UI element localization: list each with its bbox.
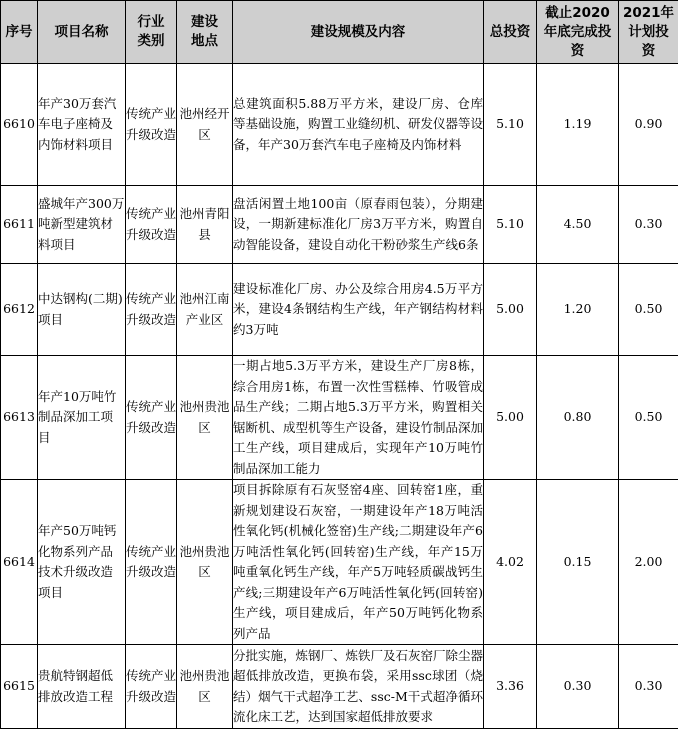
row-completed: 0.30	[537, 645, 619, 729]
row-location: 池州贵池区	[177, 480, 233, 645]
row-location: 池州青阳县	[177, 186, 233, 264]
row-total: 4.02	[484, 480, 537, 645]
row-name: 年产50万吨钙化物系列产品技术升级改造项目	[38, 480, 126, 645]
row-category: 传统产业升级改造	[126, 645, 177, 729]
row-category: 传统产业升级改造	[126, 264, 177, 356]
row-plan: 0.30	[619, 645, 678, 729]
header-total: 总投资	[484, 1, 537, 64]
row-no: 6614	[1, 480, 38, 645]
header-plan: 2021年计划投资	[619, 1, 678, 64]
row-scope: 项目拆除原有石灰竖窑4座、回转窑1座，重新规划建设石灰窑，一期建设年产18万吨活性氧化钙(机械化签窑)生产线;二期建设年产6万吨活性氧化钙(回转窑)生产线，年产15万吨重氧化钙生产线，年产5万吨轻质碳战钙生产线;三期建设年产6万吨活性氧化钙(回转窑)生产线，项目建成后，年产50万吨钙化物系列产品	[233, 480, 484, 645]
row-location: 池州贵池区	[177, 645, 233, 729]
table-row	[1, 480, 678, 645]
row-completed: 1.19	[537, 64, 619, 186]
row-no: 6610	[1, 64, 38, 186]
row-plan: 0.30	[619, 186, 678, 264]
row-location: 池州贵池区	[177, 356, 233, 480]
row-total: 5.10	[484, 186, 537, 264]
row-no: 6613	[1, 356, 38, 480]
row-scope: 建设标准化厂房、办公及综合用房4.5万平方米，建设4条钢结构生产线，年产钢结构材料约3万吨	[233, 264, 484, 356]
header-category: 行业类别	[126, 1, 177, 64]
row-no: 6612	[1, 264, 38, 356]
row-name: 中达钢构(二期)项目	[38, 264, 126, 356]
row-location: 池州江南产业区	[177, 264, 233, 356]
table-row	[1, 645, 678, 729]
row-location: 池州经开区	[177, 64, 233, 186]
row-completed: 0.80	[537, 356, 619, 480]
header-row	[1, 1, 678, 64]
row-total: 3.36	[484, 645, 537, 729]
table-row	[1, 264, 678, 356]
row-completed: 0.15	[537, 480, 619, 645]
row-category: 传统产业升级改造	[126, 186, 177, 264]
row-no: 6611	[1, 186, 38, 264]
row-category: 传统产业升级改造	[126, 356, 177, 480]
row-total: 5.00	[484, 264, 537, 356]
row-plan: 0.90	[619, 64, 678, 186]
table-row	[1, 64, 678, 186]
header-scope: 建设规模及内容	[233, 1, 484, 64]
header-no: 序号	[1, 1, 38, 64]
row-no: 6615	[1, 645, 38, 729]
row-plan: 2.00	[619, 480, 678, 645]
row-name: 盛城年产300万吨新型建筑材料项目	[38, 186, 126, 264]
row-scope: 一期占地5.3万平方米，建设生产厂房8栋，综合用房1栋，布置一次性雪糕棒、竹吸管成品生产线；二期占地5.3万平方米，购置相关锯断机、成型机等生产设备，建设竹制品深加工生产线，项目建成后，实现年产10万吨竹制品深加工能力	[233, 356, 484, 480]
row-completed: 1.20	[537, 264, 619, 356]
row-category: 传统产业升级改造	[126, 480, 177, 645]
header-location: 建设地点	[177, 1, 233, 64]
row-name: 年产30万套汽车电子座椅及内饰材料项目	[38, 64, 126, 186]
row-name: 贵航特钢超低排放改造工程	[38, 645, 126, 729]
row-name: 年产10万吨竹制品深加工项目	[38, 356, 126, 480]
row-scope: 盘活闲置土地100亩（原春雨包装），分期建设，一期新建标准化厂房3万平方米，购置自动智能设备，建设自动化干粉砂浆生产线6条	[233, 186, 484, 264]
row-total: 5.10	[484, 64, 537, 186]
table-row	[1, 186, 678, 264]
row-total: 5.00	[484, 356, 537, 480]
row-scope: 总建筑面积5.88万平方米，建设厂房、仓库等基础设施，购置工业缝纫机、研发仪器等设备，年产30万套汽车电子座椅及内饰材料	[233, 64, 484, 186]
row-scope: 分批实施，炼钢厂、炼铁厂及石灰窑厂除尘器超低排放改造，更换布袋，采用ssc球团（烧结）烟气干式超净工艺、ssc-M干式超净循环流化床工艺，达到国家超低排放要求	[233, 645, 484, 729]
row-completed: 4.50	[537, 186, 619, 264]
row-plan: 0.50	[619, 264, 678, 356]
row-category: 传统产业升级改造	[126, 64, 177, 186]
header-completed: 截止2020年底完成投资	[537, 1, 619, 64]
row-plan: 0.50	[619, 356, 678, 480]
table-row	[1, 356, 678, 480]
header-name: 项目名称	[38, 1, 126, 64]
